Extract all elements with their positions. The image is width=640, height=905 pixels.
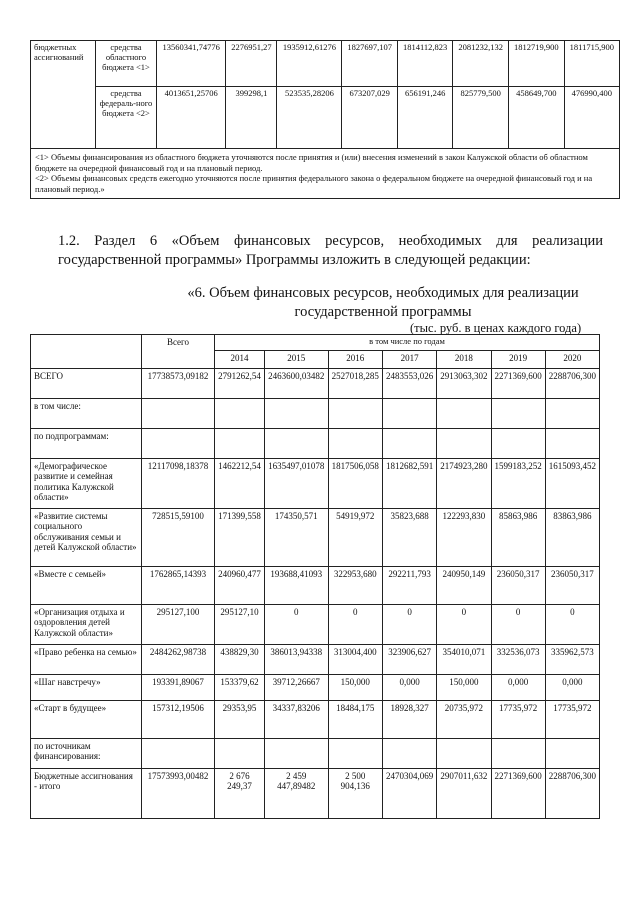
- year-value-cell: 323906,627: [383, 645, 437, 675]
- year-value-cell: 85863,986: [491, 509, 545, 567]
- year-header: 2017: [383, 351, 437, 369]
- year-value-cell: 2271369,600: [491, 369, 545, 399]
- total-cell: 17738573,09182: [142, 369, 215, 399]
- year-value-cell: 18484,175: [328, 701, 383, 739]
- year-value-cell: 1817506,058: [328, 459, 383, 509]
- year-value-cell: [383, 739, 437, 769]
- year-value-cell: [437, 739, 491, 769]
- year-value-cell: 2271369,600: [491, 769, 545, 819]
- total-cell: [142, 429, 215, 459]
- year-value-cell: [437, 429, 491, 459]
- year-value-cell: 150,000: [437, 675, 491, 701]
- year-value-cell: 332536,073: [491, 645, 545, 675]
- year-value-cell: 1462212,54: [215, 459, 265, 509]
- year-value-cell: 54919,972: [328, 509, 383, 567]
- table-row: [31, 399, 600, 429]
- year-header: 2015: [265, 351, 329, 369]
- cell: 1814112,823: [397, 41, 452, 87]
- year-value-cell: 438829,30: [215, 645, 265, 675]
- total-cell: 193391,89067: [142, 675, 215, 701]
- year-value-cell: 193688,41093: [265, 567, 329, 605]
- year-value-cell: 0,000: [491, 675, 545, 701]
- year-value-cell: 174350,571: [265, 509, 329, 567]
- year-value-cell: [437, 399, 491, 429]
- year-value-cell: 39712,26667: [265, 675, 329, 701]
- year-value-cell: [265, 399, 329, 429]
- year-value-cell: 240960,477: [215, 567, 265, 605]
- year-value-cell: [328, 429, 383, 459]
- cell: 673207,029: [342, 87, 398, 149]
- year-value-cell: 2174923,280: [437, 459, 491, 509]
- cell: 2081232,132: [453, 41, 509, 87]
- year-value-cell: 2527018,285: [328, 369, 383, 399]
- year-value-cell: 236050,317: [545, 567, 599, 605]
- total-cell: 12117098,18378: [142, 459, 215, 509]
- cell: 1811715,900: [564, 41, 619, 87]
- year-value-cell: 18928,327: [383, 701, 437, 739]
- table-row: [31, 429, 600, 459]
- cell: 4013651,25706: [157, 87, 226, 149]
- cell: 656191,246: [397, 87, 452, 149]
- financing-table-body: [31, 369, 600, 819]
- total-cell: [142, 399, 215, 429]
- cell: 825779,500: [453, 87, 509, 149]
- year-value-cell: [328, 739, 383, 769]
- year-value-cell: [491, 429, 545, 459]
- year-value-cell: [215, 399, 265, 429]
- amendment-paragraph: 1.2. Раздел 6 «Объем финансовых ресурсов, необходимых для реализации государственной программы» Программы изложить в следующей редакции:: [58, 233, 603, 269]
- year-value-cell: 0,000: [545, 675, 599, 701]
- row-label: по источникам финансирования:: [31, 739, 142, 769]
- year-value-cell: 236050,317: [491, 567, 545, 605]
- total-cell: 728515,59100: [142, 509, 215, 567]
- year-value-cell: 240950,149: [437, 567, 491, 605]
- header-years-group: в том числе по годам: [215, 335, 600, 351]
- year-value-cell: 0: [265, 605, 329, 645]
- year-value-cell: 20735,972: [437, 701, 491, 739]
- table-row: [31, 769, 600, 819]
- source-label: средства федераль-ного бюджета <2>: [96, 87, 157, 149]
- year-value-cell: 2907011,632: [437, 769, 491, 819]
- budget-allocation-table: [30, 40, 620, 199]
- year-header: 2016: [328, 351, 383, 369]
- footnotes: [31, 149, 620, 199]
- row-label: по подпрограммам:: [31, 429, 142, 459]
- year-value-cell: 150,000: [328, 675, 383, 701]
- row-label: «Шаг навстречу»: [31, 675, 142, 701]
- year-value-cell: 0: [491, 605, 545, 645]
- year-value-cell: 0,000: [383, 675, 437, 701]
- cell: 13560341,74776: [157, 41, 226, 87]
- year-value-cell: 35823,688: [383, 509, 437, 567]
- year-value-cell: 153379,62: [215, 675, 265, 701]
- footnote-1: <1> Объемы финансирования из областного бюджета уточняются после принятия и (или) внесения изменений в закон Калужской области об областном бюджете на очередной финансовый год и на плановый период.: [35, 152, 588, 173]
- year-value-cell: [383, 429, 437, 459]
- year-value-cell: 0: [545, 605, 599, 645]
- year-value-cell: 1599183,252: [491, 459, 545, 509]
- financing-table: [30, 334, 600, 819]
- total-cell: 157312,19506: [142, 701, 215, 739]
- year-value-cell: 386013,94338: [265, 645, 329, 675]
- row-label: в том числе:: [31, 399, 142, 429]
- table-row: [31, 87, 620, 149]
- year-value-cell: [545, 429, 599, 459]
- year-value-cell: 17735,972: [545, 701, 599, 739]
- year-value-cell: [215, 739, 265, 769]
- table-row: [31, 369, 600, 399]
- year-value-cell: 1635497,01078: [265, 459, 329, 509]
- year-value-cell: 292211,793: [383, 567, 437, 605]
- year-value-cell: 2463600,03482: [265, 369, 329, 399]
- table-row: [31, 645, 600, 675]
- year-value-cell: 335962,573: [545, 645, 599, 675]
- year-value-cell: [328, 399, 383, 429]
- table-row: [31, 567, 600, 605]
- cell: 1812719,900: [508, 41, 564, 87]
- year-header: 2018: [437, 351, 491, 369]
- year-value-cell: [491, 399, 545, 429]
- cell: 476990,400: [564, 87, 619, 149]
- header-row: [31, 335, 600, 351]
- row-label: «Старт в будущее»: [31, 701, 142, 739]
- year-value-cell: 2288706,300: [545, 369, 599, 399]
- units-note: (тыс. руб. в ценах каждого года): [410, 321, 582, 335]
- year-value-cell: 2 500 904,136: [328, 769, 383, 819]
- year-value-cell: [491, 739, 545, 769]
- source-label: средства областного бюджета <1>: [96, 41, 157, 87]
- year-value-cell: 2288706,300: [545, 769, 599, 819]
- year-value-cell: 122293,830: [437, 509, 491, 567]
- row-label: «Развитие системы социального обслуживания семьи и детей Калужской области»: [31, 509, 142, 567]
- row-label: бюджетных ассигнований: [31, 41, 96, 149]
- total-cell: 17573993,00482: [142, 769, 215, 819]
- row-label: Бюджетные ассигнования - итого: [31, 769, 142, 819]
- cell: 1935912,61276: [277, 41, 342, 87]
- row-label: «Вместе с семьей»: [31, 567, 142, 605]
- year-value-cell: 2 459 447,89482: [265, 769, 329, 819]
- total-cell: 295127,100: [142, 605, 215, 645]
- table-row: [31, 509, 600, 567]
- cell: 2276951,27: [226, 41, 277, 87]
- year-value-cell: 1615093,452: [545, 459, 599, 509]
- total-cell: [142, 739, 215, 769]
- year-value-cell: 295127,10: [215, 605, 265, 645]
- table-row: [31, 605, 600, 645]
- year-value-cell: [265, 429, 329, 459]
- table-row: [31, 41, 620, 87]
- row-label: «Демографическое развитие и семейная политика Калужской области»: [31, 459, 142, 509]
- cell: 523535,28206: [277, 87, 342, 149]
- year-value-cell: [545, 399, 599, 429]
- cell: 1827697,107: [342, 41, 398, 87]
- year-header: 2019: [491, 351, 545, 369]
- table-row: [31, 739, 600, 769]
- year-value-cell: 83863,986: [545, 509, 599, 567]
- year-value-cell: [545, 739, 599, 769]
- year-value-cell: [383, 399, 437, 429]
- year-value-cell: 1812682,591: [383, 459, 437, 509]
- row-label: «Право ребенка на семью»: [31, 645, 142, 675]
- footnote-2: <2> Объемы финансовых средств ежегодно уточняются после принятия федерального закона о федеральном бюджете на очередной финансовый год и на плановый период.»: [35, 173, 593, 194]
- notes-row: [31, 149, 620, 199]
- table-row: [31, 675, 600, 701]
- header-total: Всего: [142, 335, 215, 369]
- table-row: [31, 459, 600, 509]
- section-title: «6. Объем финансовых ресурсов, необходимых для реализации государственной программы: [187, 285, 579, 321]
- cell: 399298,1: [226, 87, 277, 149]
- year-value-cell: 2483553,026: [383, 369, 437, 399]
- year-value-cell: 0: [437, 605, 491, 645]
- total-cell: 1762865,14393: [142, 567, 215, 605]
- year-value-cell: [215, 429, 265, 459]
- year-header: 2020: [545, 351, 599, 369]
- year-value-cell: 2470304,069: [383, 769, 437, 819]
- year-header: 2014: [215, 351, 265, 369]
- year-value-cell: 171399,558: [215, 509, 265, 567]
- year-value-cell: 0: [328, 605, 383, 645]
- year-value-cell: 2 676 249,37: [215, 769, 265, 819]
- table-row: [31, 701, 600, 739]
- row-label: ВСЕГО: [31, 369, 142, 399]
- year-value-cell: 34337,83206: [265, 701, 329, 739]
- year-value-cell: 29353,95: [215, 701, 265, 739]
- year-value-cell: 354010,071: [437, 645, 491, 675]
- year-value-cell: 322953,680: [328, 567, 383, 605]
- year-value-cell: 313004,400: [328, 645, 383, 675]
- year-value-cell: 0: [383, 605, 437, 645]
- cell: 458649,700: [508, 87, 564, 149]
- year-value-cell: [265, 739, 329, 769]
- header-blank: [31, 335, 142, 369]
- year-value-cell: 2913063,302: [437, 369, 491, 399]
- total-cell: 2484262,98738: [142, 645, 215, 675]
- year-value-cell: 2791262,54: [215, 369, 265, 399]
- year-value-cell: 17735,972: [491, 701, 545, 739]
- row-label: «Организация отдыха и оздоровления детей Калужской области»: [31, 605, 142, 645]
